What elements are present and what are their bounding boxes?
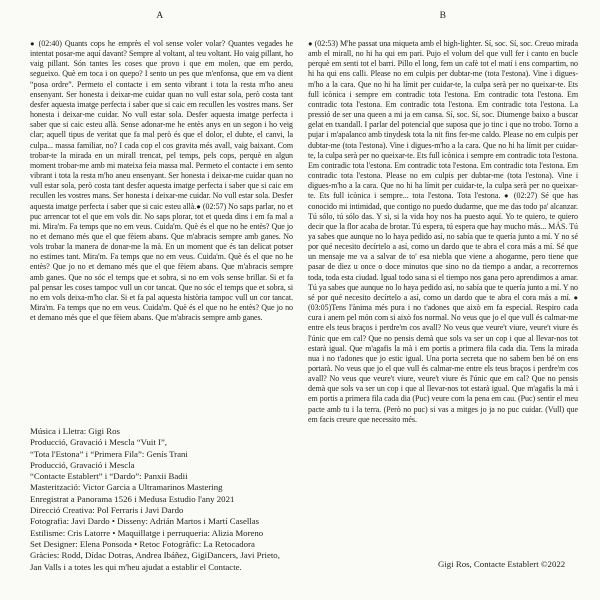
credits-block (30, 426, 320, 573)
credit-line: Producció, Gravació i Mescla “Vuit I”, (30, 437, 167, 448)
credit-line: Estilisme: Cris Latorre • Maquillatge i perruqueria: Alizia Moreno (30, 527, 264, 538)
credit-line: Jan Valls i a totes les qui m'heu ajudat a establir el Contacte. (30, 561, 242, 572)
song-segment (30, 202, 293, 323)
track-lyrics: Tens l'ànima més pura i no t'adones que això em fa especial. Respiro cada cura i anem pel món com si això fos normal. No veus que jo el que vull és calmar-me entre els teus braços i perdre'm cos avall? No veus que veure't viure, veure't viure és l'únic que em cal? Que no pensis demà que sols va ser un cop i que al llevar-nos tot estarà igual. Que m'agafis la mà i em portis a primera fila cada dia. Tens la mirada nua i no t'adones que jo estic igual. Una porta secreta que no sabem ben bé on ens portarà. No veus que jo el que vull és calmar-me entre els teus braços i perdre'm cos avall? No veus que veure't viure, veure't viure és l'únic que em cal? Que no pensis demà que sols va ser un cop i que al llevar-nos tot estarà igual. Que m'agafis la mà i em portis a primera fila cada dia (Puc) veure com la pena em cau. (Puc) sentir el meu pacte amb tu i la terra. (Però no puc) si vas a mitges jo ja no puc cuidar. (Vull) que em facis creure que necessito més. (308, 303, 578, 424)
track-time: (02:40) (35, 39, 65, 48)
credit-line: Gràcies: Rodd, Dídac Dotras, Andrea Ibáñez, GigiDancers, Javi Prieto, (30, 550, 280, 561)
credit-line: “Contacte Establert” i “Dardo”: Panxii Badii (30, 471, 188, 482)
song-segment (30, 39, 293, 211)
track-lyrics: Sé que has conocido mi intimidad, que contigo no puedo dudarme, que me das todo pa' alcanzar. Tú sólo, tú sólo das. Y si, si la vida hoy nos ha puesto aquí. Yo te quiero, te quiero decir que la flor acaba de brotar. Tú espera, tú espera que hay mucho más... MÁS. Tú ya sabes que aunque no lo haya pedido así, no sabía que te quería junto a mí. Y no sé por qué necesito decírtelo a así, como un dardo que te abra el cora más a mí. Sé que un mensaje me va a salvar de to' esa niebla que viene a ahogarme, pero tiene que pasar de diez u once o doce minutos que sino no da tiempo a andar, a recorrernos toda, toda esta ciudad. Igual todo sana si el tiempo nos gana pero aprendimos a amar. Tú ya sabes que aunque no lo haya pedido así, no sabía que te quería junto a mí. Y no sé por qué necesito decírtelo a así, como un dardo que te abra el cora más a mí. (308, 191, 579, 302)
track-lyrics: M'he passat una miqueta amb el high-lighter. Sí, soc. Sí, soc. Creuo mirada amb el mirall, no hi ha qui em pari. Pujo el volum del que vull fer i canto en bucle perquè em senti tot el barri. Pillo el long, fem un cafè tot el matí i ens compartim, no hi ha qui ens calli. Please no em culpis per dubtar-me (tota l'estona). Vine i digues-m'ho a la cara. Que no hi ha límit per cuidar-te, la culpa serà per no queixar-te. Ets full icònica i sempre em contradic tota l'estona. Em contradic tota l'estona. Em contradic tota l'estona. Em contradic tota l'estona. Em contradic tota l'estona. La pressió de ser una queen a mi ja em cansa. Sí, soc. Sí, soc. Diumenge baixo a buscar gelat en txandall. I parlar del potencial que suposa que jo tinc i que no trobo. Torno a pujar i m'apalanco amb tinydesk tota la nit fins fer-me caldo. Please no em culpis per dubtar-me (tota l'estona). Vine i digues-m'ho a la cara. Que no hi ha límit per cuidar-te, la culpa serà per no queixar-te. Ets full icònica i sempre em contradic tota l'estona. Em contradic tota l'estona. Em contradic tota l'estona. Em contradic tota l'estona. Em contradic tota l'estona. Please no em culpis per dubtar-me (tota l'estona). Vine i digues-m'ho a la cara. Que no hi ha límit per cuidar-te, la culpa serà per no queixar-te. Ets full icònica i sempre... tota l'estona. Tota l'estona. (308, 39, 578, 201)
credit-line: Enregistrat a Panorama 1526 i Medusa Estudio l'any 2021 (30, 493, 235, 504)
track-time: (02:27) (510, 191, 541, 201)
lyrics-column-a (30, 39, 293, 323)
credit-line: Set Designer: Elena Ponsoda • Retoc Fotogràfic: La Retocadora (30, 538, 255, 549)
track-marker-icon: ● (196, 201, 201, 211)
track-marker-icon: ● (503, 191, 511, 201)
lyrics-column-b (308, 39, 578, 425)
credit-line: Fotografia: Javi Dardo • Disseny: Adrián Martos i Martí Casellas (30, 516, 260, 527)
credit-line: “Tota l'Estona” i “Primera Fila”: Genís Trani (30, 448, 188, 459)
credit-line: Direcció Creativa: Pol Ferraris i Javi Dardo (30, 505, 184, 516)
track-marker-icon: ● (573, 292, 579, 302)
credit-line: Masterització: Victor Garcia a Ultramarinos Mastering (30, 482, 223, 493)
track-time: (02:57) (200, 201, 229, 211)
track-marker-icon: ● (30, 39, 36, 48)
side-a-label: A (156, 11, 164, 21)
song-segment (308, 39, 578, 200)
credit-line: Música i Lletra: Gigi Ros (30, 426, 120, 436)
track-lyrics: Quants cops he emprès el vol sense voler volar? Quantes vegades he intentat posar-me aquí davant? Sempre al voltant, al teu voltant. Ho vaig pillant, ho vaig pillant. Són tantes les coses que provo i que em molen, que em perdo, segueixo. Què em toca i on quepo? I sento un pes que m'enfonsa, que em va dient “posa ordre”. Permeto el contacte i em sento vibrant i tota la resta m'ho aneu ensenyant. Ser honesta i deixar-me cuidar quan no vull estar sola, però costa tant desfer aquesta imatge perfecta i saber que si caic em recullen les vostres mans. Ser honesta i deixar-me cuidar. No vull estar sola. Desfer aquesta imatge perfecta i saber que si caic esteu allà. Sense adonar-me he entès anys en un segon i ho veig clar; aquell tipus de veritat que fa mal però és que el dolor, el dubte, el canvi, la culpa... massa familiar, no? I cada cop el cos gravita més avall, vaig baixant. Com trobar-te la mirada en un mirall trencat, pel temps, pels cops, perquè en algun moment trobar-me amb mi mateixa feia massa mal. Permeto el contacte i em sento vibrant i tota la resta m'ho aneu ensenyant. Ser honesta i deixar-me cuidar quan no vull estar sola, però costa tant desfer aquesta imatge perfecta i saber que si caic em recullen les vostres mans. Ser honesta i deixar-me cuidar. No vull estar sola. Desfer aquesta imatge perfecta i saber que si caic esteu allà. (30, 39, 293, 211)
credit-line: Producció, Gravació i Mescla (30, 459, 135, 470)
track-time: (03:05) (308, 303, 332, 313)
song-segment (308, 191, 578, 302)
track-time: (02:53) (312, 39, 340, 48)
track-lyrics: No saps parlar, no et puc arrencar tot el que em vols dir. No saps plorar, tot et queda dins i em fa mal a mi. Mira'm. Fa temps que no em veus. Cuida'm. Què és el que no he entès? Que jo no et demano més que el que fèiem abans. Que m'abracis sempre amb ganes. No vols trobar la manera de donar-me la mà. En un moment que és tan delicat potser no estimes tant. Mira'm. Fa temps que no em veus. Cuida'm. Què és el que no he entès? Que jo no et demano més que el que fèiem abans. Que m'abracis sempre amb ganes. Que no sóc el temps que et sobra, si no em vols sense brillar. Si et fa pal pensar les coses tampoc vull un cor tancat. Que no sóc el temps que et sobra, si no em vols deixa-m'ho clar. Si et fa pal aquesta història tampoc vull un cor tancat. Mira'm. Fa temps que no em veus. Cuida'm. Què és el que no he entès? Que jo no et demano més que el que fèiem abans. Que m'abracis sempre amb ganes. (30, 201, 293, 323)
song-segment (308, 293, 578, 424)
copyright-line: Gigi Ros, Contacte Establert ©2022 (438, 559, 566, 569)
track-marker-icon: ● (308, 39, 313, 48)
side-b-label: B (439, 11, 447, 21)
